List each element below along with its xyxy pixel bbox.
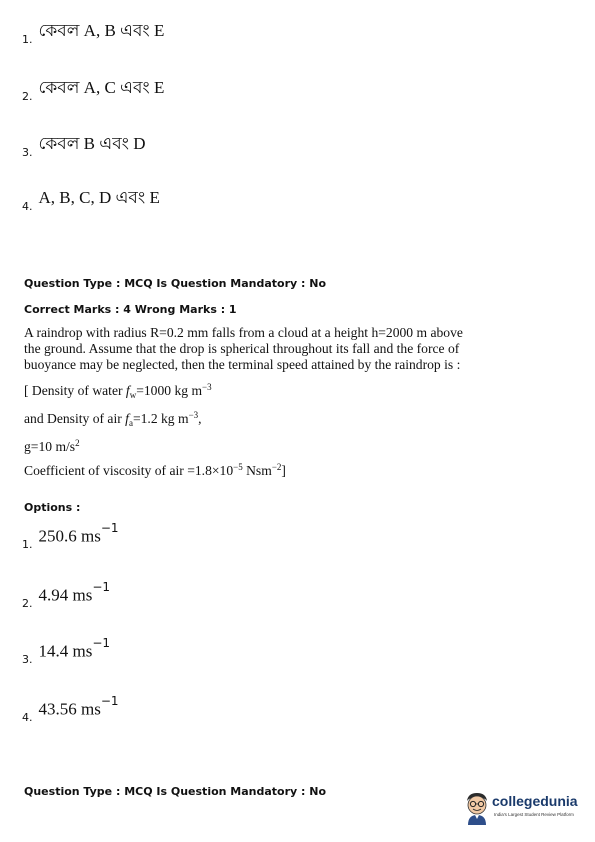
option-number: 1. [22, 538, 33, 552]
answer-option-4 [22, 694, 119, 725]
answer-option-3 [22, 636, 111, 667]
viscosity-prefix: Coefficient of viscosity of air =1.8×10 [24, 463, 234, 478]
option-value: 250.6 ms [38, 526, 101, 546]
question-marks-line: Correct Marks : 4 Wrong Marks : 1 [24, 303, 237, 316]
student-mascot-icon [462, 791, 492, 827]
option-value: 14.4 ms [38, 641, 93, 661]
option-text: A, B, C, D এবং E [38, 188, 160, 207]
viscosity-unit: Nsm [242, 463, 272, 478]
option-value: 43.56 ms [38, 699, 101, 719]
prev-option-3 [22, 131, 146, 159]
prev-option-2 [22, 75, 164, 103]
density-air-exponent: −3 [188, 410, 199, 420]
option-text: কেবল B এবং D [38, 134, 146, 153]
viscosity-unit-exponent: −2 [271, 462, 282, 472]
logo-tagline: India's Largest Student Review Platform [494, 812, 574, 817]
collegedunia-logo [462, 789, 582, 829]
answer-option-1 [22, 521, 119, 552]
density-water-value: =1000 kg m [136, 383, 203, 398]
option-number: 1. [22, 33, 33, 46]
option-number: 4. [22, 200, 33, 213]
question-body [24, 325, 464, 479]
density-air-value: =1.2 kg m [132, 411, 189, 426]
density-water-line [24, 379, 464, 403]
density-water-subscript: w [129, 390, 137, 400]
option-number: 2. [22, 90, 33, 103]
option-text: কেবল A, B এবং E [38, 21, 165, 40]
options-label: Options : [24, 501, 81, 514]
gravity-line [24, 435, 464, 455]
option-value: 4.94 ms [38, 585, 93, 605]
option-exponent: −1 [100, 694, 119, 708]
density-water-prefix: [ Density of water [24, 383, 126, 398]
viscosity-suffix: ] [281, 463, 286, 478]
density-water-exponent: −3 [202, 382, 212, 392]
answer-option-2 [22, 580, 111, 611]
prev-option-4 [22, 185, 160, 213]
option-number: 2. [22, 597, 33, 611]
density-air-subscript: a [128, 418, 133, 428]
density-air-line [24, 407, 464, 431]
gravity-exponent: 2 [75, 438, 80, 448]
option-exponent: −1 [92, 580, 111, 594]
density-air-symbol: f [125, 411, 129, 426]
density-air-suffix: , [198, 411, 202, 426]
option-number: 4. [22, 711, 33, 725]
question-text: A raindrop with radius R=0.2 mm falls from a cloud at a height h=2000 m above the ground. Assume that the drop is spherical throughout its fall and the force of buoyance may be neglected, then the terminal speed attained by the raindrop is : [24, 325, 463, 372]
viscosity-line [24, 459, 464, 479]
option-text: কেবল A, C এবং E [38, 78, 165, 97]
option-number: 3. [22, 653, 33, 667]
gravity-value: g=10 m/s [24, 439, 76, 454]
logo-wordmark: collegedunia [492, 793, 578, 809]
option-number: 3. [22, 146, 33, 159]
prev-option-1 [22, 18, 164, 46]
question-type-line: Question Type : MCQ Is Question Mandatory : No [24, 277, 327, 290]
viscosity-exponent: −5 [233, 462, 243, 472]
density-air-prefix: and Density of air [24, 411, 126, 426]
option-exponent: −1 [100, 521, 119, 535]
density-water-symbol: f [125, 383, 130, 398]
next-question-type-line: Question Type : MCQ Is Question Mandatory : No [24, 785, 327, 798]
option-exponent: −1 [92, 636, 111, 650]
